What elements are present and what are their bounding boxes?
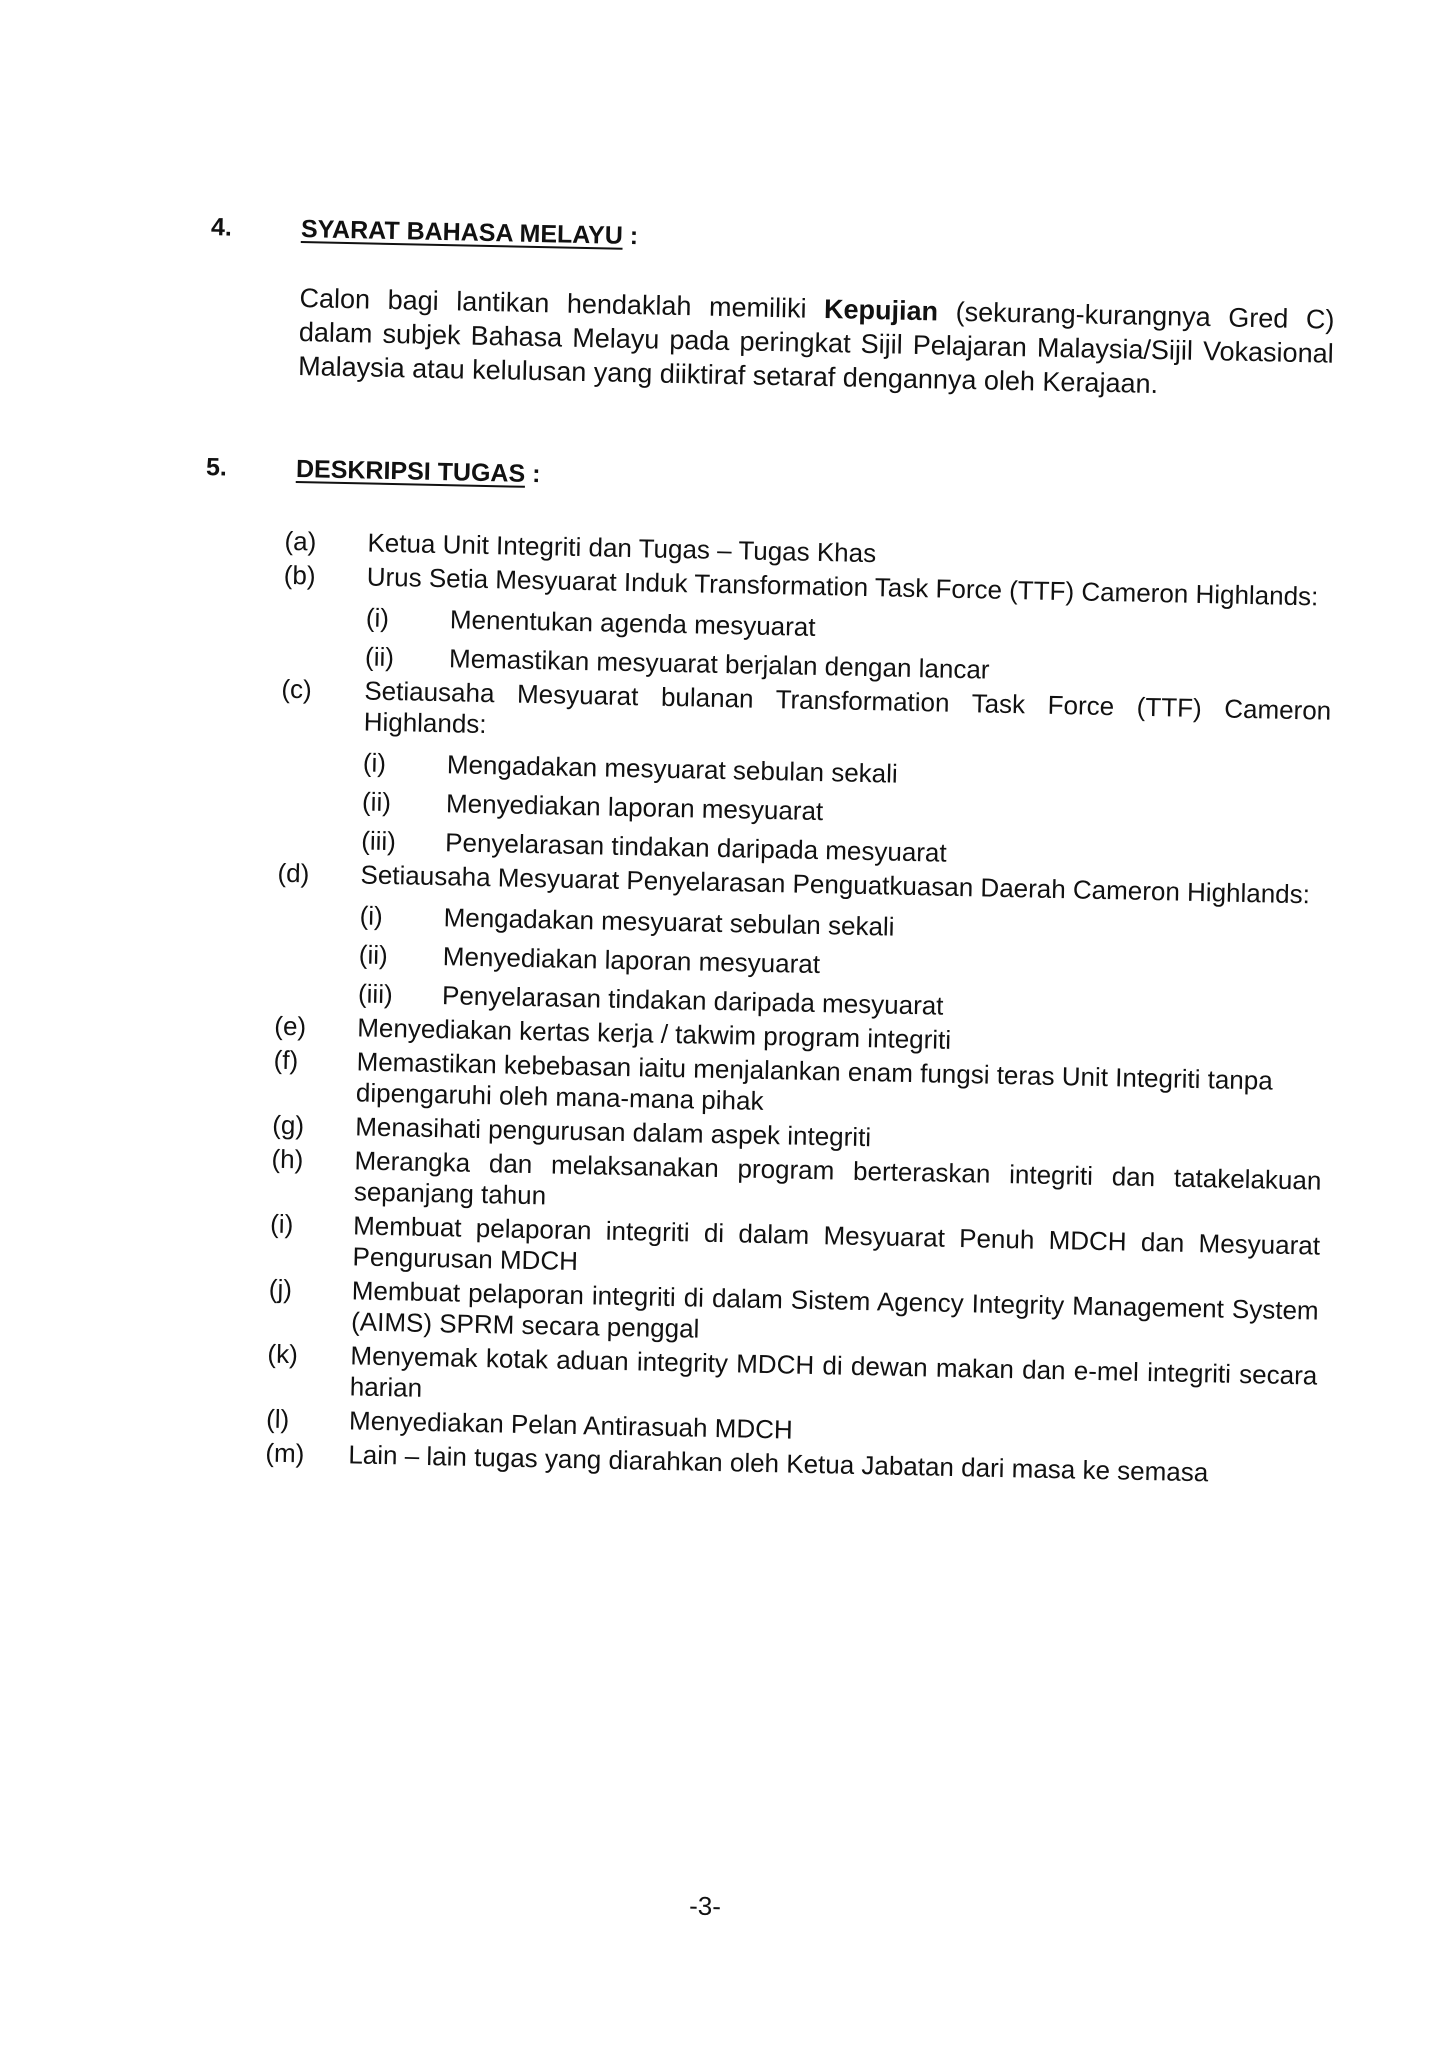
sub-item-label: (ii) (358, 939, 389, 971)
sub-item-text: Menyediakan laporan mesyuarat (442, 941, 821, 980)
item-text: Menyediakan Pelan Antirasuah MDCH (348, 1405, 794, 1445)
item-label: (f) (273, 1044, 299, 1076)
item-body (358, 859, 1328, 1029)
sub-item-label: (iii) (360, 825, 397, 857)
item-text: Menasihati pengurusan dalam aspek integriti (354, 1111, 872, 1153)
item-label: (j) (268, 1273, 293, 1305)
item-label: (i) (269, 1208, 294, 1240)
item-text: Membuat pelaporan integriti di dalam Sistem Agency Integrity Management System (AIMS) SPRM secara penggal (350, 1275, 1319, 1344)
item-text: Ketua Unit Integriti dan Tugas – Tugas Khas (367, 527, 877, 569)
sub-item-text: Menyediakan laporan mesyuarat (445, 788, 824, 827)
item-text: Memastikan kebebasan iaitu menjalankan enam fungsi teras Unit Integriti tanpa dipengaruhi oleh mana-mana pihak (355, 1046, 1274, 1116)
sub-item-label: (i) (359, 900, 384, 931)
sub-item-text: Penyelarasan tindakan daripada mesyuarat (444, 827, 947, 868)
duty-list (265, 526, 1335, 1491)
list-item (275, 858, 1328, 1030)
item-label: (h) (271, 1143, 304, 1175)
item-label: (e) (274, 1010, 307, 1042)
sub-item-label: (ii) (364, 641, 395, 673)
sub-item-label: (i) (365, 602, 390, 633)
paragraph-text-before: Calon bagi lantikan hendaklah memiliki (299, 283, 825, 325)
item-text: Lain – lain tugas yang diarahkan oleh Ketua Jabatan dari masa ke semasa (348, 1439, 1209, 1488)
page-number: -3- (688, 1890, 722, 1922)
section-4-title (301, 213, 639, 252)
section-5-title-text: DESKRIPSI TUGAS (295, 455, 526, 488)
paragraph-text-after: (sekurang-kurangnya Gred C) dalam subjek Bahasa Melayu pada peringkat Sijil Pelajaran Malaysia/Sijil Vokasional Malaysia atau kelulusan yang diiktiraf setaraf dengannya oleh Kerajaan. (297, 296, 1335, 400)
item-text: Membuat pelaporan integriti di dalam Mesyuarat Penuh MDCH dan Mesyuarat Pengurusan MDCH (352, 1210, 1321, 1277)
list-item (278, 674, 1332, 877)
section-5-title (296, 453, 541, 490)
section-4-paragraph (298, 281, 1335, 405)
item-label: (a) (284, 525, 317, 557)
sub-item-text: Memastikan mesyuarat berjalan dengan lancar (448, 643, 990, 685)
sub-item-text: Mengadakan mesyuarat sebulan sekali (443, 902, 895, 942)
list-item (282, 560, 1334, 693)
sub-item-text: Mengadakan mesyuarat sebulan sekali (446, 749, 899, 789)
sub-item-label: (iii) (357, 978, 394, 1010)
item-label: (g) (271, 1109, 305, 1141)
sub-item-label: (ii) (361, 786, 392, 818)
paragraph-bold-kepujian: Kepujian (823, 294, 939, 327)
item-label: (d) (277, 857, 310, 889)
section-4-title-colon: : (629, 221, 639, 251)
section-4-number: 4. (210, 213, 233, 242)
sub-item-text: Menentukan agenda mesyuarat (449, 604, 816, 642)
item-body (361, 675, 1332, 876)
item-text: Urus Setia Mesyuarat Induk Transformation Task Force (TTF) Cameron Highlands: (366, 561, 1319, 612)
item-text: Menyemak kotak aduan integrity MDCH di dewan makan dan e-mel integriti secara harian (349, 1340, 1318, 1403)
section-5-title-colon: : (531, 459, 541, 489)
item-text: Menyediakan kertas kerja / takwim program integriti (357, 1012, 952, 1055)
sub-item-text: Penyelarasan tindakan daripada mesyuarat (441, 980, 944, 1021)
section-4-title-text: SYARAT BAHASA MELAYU (300, 215, 624, 250)
item-text: Merangka dan melaksanakan program berteraskan integriti dan tatakelakuan sepanjang tahun (353, 1145, 1322, 1211)
item-label: (m) (265, 1437, 305, 1469)
item-label: (l) (265, 1403, 290, 1435)
item-label: (c) (281, 673, 313, 705)
sub-item-label: (i) (362, 747, 387, 778)
item-text: Setiausaha Mesyuarat bulanan Transformation Task Force (TTF) Cameron Highlands: (363, 675, 1332, 740)
item-text: Setiausaha Mesyuarat Penyelarasan Penguatkuasan Daerah Cameron Highlands: (360, 859, 1311, 910)
item-label: (b) (283, 559, 316, 591)
item-label: (k) (267, 1338, 299, 1370)
item-body (365, 562, 1334, 693)
section-5-number: 5. (205, 453, 228, 482)
